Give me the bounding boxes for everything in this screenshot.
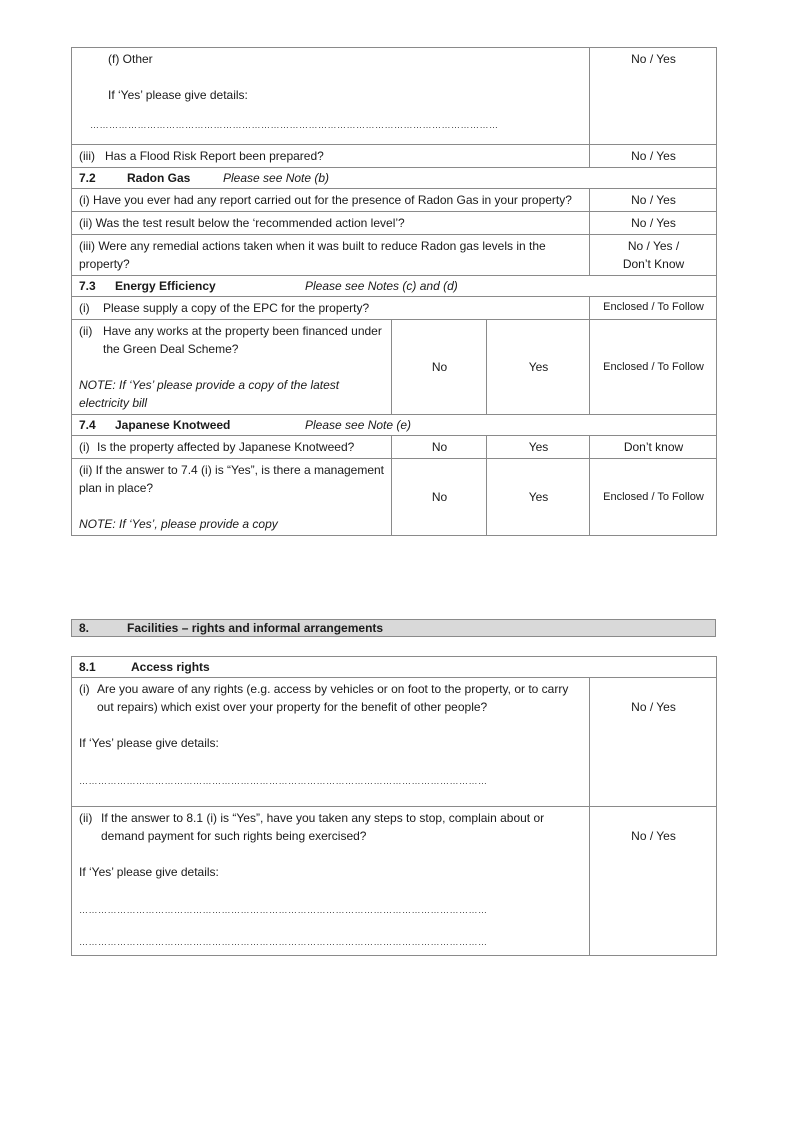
subsection-title: Energy Efficiency xyxy=(115,279,216,293)
question-cell xyxy=(72,320,392,415)
question-label: (ii) xyxy=(79,324,93,338)
question-cell xyxy=(72,807,590,956)
subsection-header-7-2 xyxy=(72,168,717,189)
answer-choice[interactable]: No / Yes xyxy=(590,807,717,956)
answer-yes[interactable]: Yes xyxy=(487,320,590,415)
question-label: (i) xyxy=(79,301,90,315)
subsection-header-7-3 xyxy=(72,276,717,297)
question-label: (iii) xyxy=(79,149,95,163)
subsection-header-7-4 xyxy=(72,415,717,436)
answer-no[interactable]: No xyxy=(392,320,487,415)
question-text: If the answer to 8.1 (i) is “Yes”, have you taken any steps to stop, complain about or demand payment for such rights being exercised? xyxy=(101,811,545,843)
answer-choice[interactable]: No / Yes xyxy=(590,48,717,145)
answer-choice[interactable]: No / Yes xyxy=(590,189,717,212)
question-text: Have any works at the property been financed under the Green Deal Scheme? xyxy=(103,324,382,356)
details-prompt: If ‘Yes’ please give details: xyxy=(79,736,219,750)
subsection-number: 8.1 xyxy=(79,660,96,674)
answer-no[interactable]: No xyxy=(392,436,487,459)
question-text: (f) Other xyxy=(108,52,153,66)
answer-choice[interactable]: Enclosed / To Follow xyxy=(590,320,717,415)
question-text: (iii) Were any remedial actions taken when it was built to reduce Radon gas levels in the property? xyxy=(72,235,590,276)
section-8-table xyxy=(71,656,717,956)
row-8-1-ii xyxy=(72,807,717,956)
answer-choice[interactable]: Don’t know xyxy=(590,436,717,459)
answer-choice[interactable]: Enclosed / To Follow xyxy=(590,297,717,320)
question-text: Are you aware of any rights (e.g. access by vehicles or on foot to the property, or to carry out repairs) which exist over your property for the benefit of other people? xyxy=(97,682,569,714)
subsection-header-8-1 xyxy=(72,657,717,678)
subsection-title: Access rights xyxy=(131,660,210,674)
answer-choice[interactable]: No / Yes xyxy=(590,212,717,235)
section-7-table xyxy=(71,47,717,536)
subsection-note: Please see Notes (c) and (d) xyxy=(305,279,458,293)
answer-yes[interactable]: Yes xyxy=(487,459,590,536)
section-title: Facilities – rights and informal arrangements xyxy=(127,621,384,635)
answer-yes[interactable]: Yes xyxy=(487,436,590,459)
answer-choice[interactable]: Enclosed / To Follow xyxy=(590,459,717,536)
subsection-note: Please see Note (e) xyxy=(305,418,412,432)
question-label: (i) xyxy=(79,440,90,454)
details-prompt: If ‘Yes’ please give details: xyxy=(108,88,248,102)
row-7-4-i xyxy=(72,436,717,459)
details-answer-line[interactable]: ………………………………………………………………………………………………………………… xyxy=(90,120,499,130)
section-7-continued xyxy=(71,47,716,536)
question-cell xyxy=(72,459,392,536)
row-7-3-i xyxy=(72,297,717,320)
row-7-2-ii xyxy=(72,212,717,235)
details-answer-line[interactable]: ………………………………………………………………………………………………………………… xyxy=(79,776,488,786)
question-note: NOTE: If ‘Yes’, please provide a copy xyxy=(79,517,278,531)
subsection-number: 7.4 xyxy=(79,418,96,432)
subsection-title: Radon Gas xyxy=(127,171,191,185)
question-text: Please supply a copy of the EPC for the property? xyxy=(103,301,370,315)
question-text: Has a Flood Risk Report been prepared? xyxy=(105,149,324,163)
question-label: (i) xyxy=(79,682,90,696)
row-7-3-ii xyxy=(72,320,717,415)
row-7-4-ii xyxy=(72,459,717,536)
row-7-2-iii xyxy=(72,235,717,276)
details-answer-line-2[interactable]: ………………………………………………………………………………………………………………… xyxy=(79,937,488,947)
question-label: (ii) xyxy=(79,811,93,825)
question-cell xyxy=(72,145,590,168)
subsection-title: Japanese Knotweed xyxy=(115,418,231,432)
subsection-note: Please see Note (b) xyxy=(223,171,330,185)
answer-choice[interactable]: No / Yes xyxy=(590,145,717,168)
section-8-header xyxy=(71,619,716,637)
details-answer-line-1[interactable]: ………………………………………………………………………………………………………………… xyxy=(79,905,488,915)
question-text: (i) Have you ever had any report carried out for the presence of Radon Gas in your property? xyxy=(72,189,590,212)
section-number: 8. xyxy=(79,621,90,635)
answer-choice[interactable]: No / Yes xyxy=(590,678,717,807)
answer-choice[interactable] xyxy=(590,235,717,276)
question-text: (ii) If the answer to 7.4 (i) is “Yes”, is there a management plan in place? xyxy=(79,463,385,495)
question-cell xyxy=(72,678,590,807)
question-cell xyxy=(72,48,590,145)
question-cell xyxy=(72,436,392,459)
row-8-1-i xyxy=(72,678,717,807)
question-text: Is the property affected by Japanese Knotweed? xyxy=(97,440,355,454)
details-prompt: If ‘Yes’ please give details: xyxy=(79,865,219,879)
subsection-number: 7.3 xyxy=(79,279,96,293)
question-note: NOTE: If ‘Yes’ please provide a copy of the latest electricity bill xyxy=(79,378,340,410)
answer-line-2: Don’t Know xyxy=(622,257,685,271)
answer-line-1: No / Yes / xyxy=(627,239,680,253)
answer-no[interactable]: No xyxy=(392,459,487,536)
row-7-1-iii xyxy=(72,145,717,168)
row-7-1-f-other xyxy=(72,48,717,145)
subsection-number: 7.2 xyxy=(79,171,96,185)
question-cell xyxy=(72,297,590,320)
section-8-1 xyxy=(71,656,716,956)
question-text: (ii) Was the test result below the ‘recommended action level’? xyxy=(72,212,590,235)
row-7-2-i xyxy=(72,189,717,212)
